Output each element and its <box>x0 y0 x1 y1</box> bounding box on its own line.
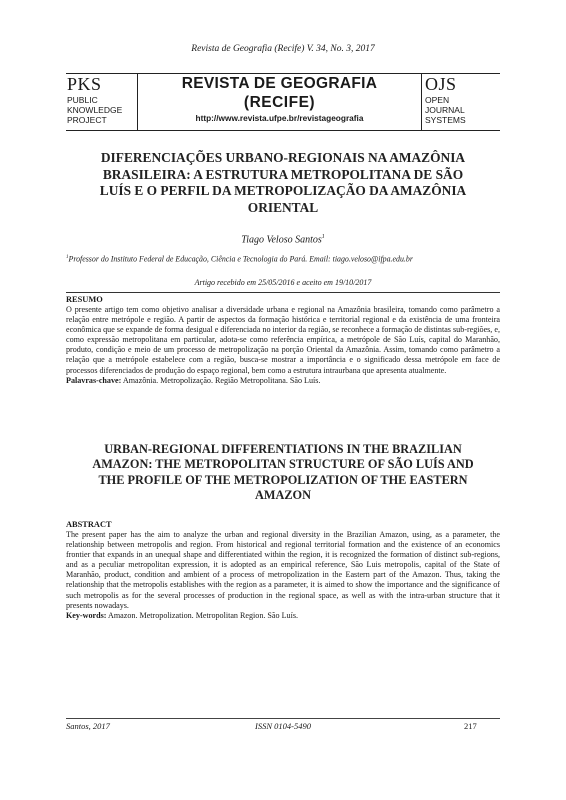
masthead-url-link[interactable]: http://www.revista.ufpe.br/revistageografia <box>195 113 364 123</box>
pks-logo-text: PKS <box>67 74 102 94</box>
masthead-right-divider <box>421 74 422 130</box>
abstract-section <box>66 520 500 621</box>
masthead <box>138 74 421 124</box>
abstract-keywords <box>66 611 500 621</box>
journal-citation-line: Revista de Geografia (Recife) V. 34, No. 3, 2017 <box>191 44 375 54</box>
resumo-keywords <box>66 376 500 386</box>
title-pt-line-4: ORIENTAL <box>247 199 319 215</box>
pks-line-3: PROJECT <box>67 115 107 125</box>
masthead-title: REVISTA DE GEOGRAFIA <box>181 75 378 92</box>
affiliation-text: Professor do Instituto Federal de Educação, Ciência e Tecnologia do Pará. Email: tiago.veloso@ifpa.edu.br <box>68 254 413 264</box>
title-en-line-1: URBAN-REGIONAL DIFFERENTIATIONS IN THE BRAZILIAN <box>104 442 462 456</box>
ojs-line-2: JOURNAL <box>425 105 465 115</box>
author-footnote-marker: 1 <box>321 234 325 240</box>
received-accepted-dates: Artigo recebido em 25/05/2016 e aceito em 19/10/2017 <box>194 278 372 287</box>
pks-logo <box>67 74 122 125</box>
resumo-heading: RESUMO <box>66 295 103 304</box>
author-name: Tiago Veloso Santos <box>241 234 322 246</box>
pks-line-1: PUBLIC <box>67 95 98 105</box>
resumo-body: O presente artigo tem como objetivo analisar a diversidade urbana e regional na Amazônia brasileira, tomando como parâmetro a relação entre metrópole e região. A partir de aspectos da formação histórica e territorial regional e da existência de uma fronteira econômica que se expande de forma desigual e diferenciada no interior da região, se reconhece a formação de distintas sub-regiões, e, como expressão metropolitana em particular, adota-se como referência empírica, a metrópole de São Luís, capital do Maranhão, produto, condição e meio de um processo de metropolização na porção Oriental da Amazônia. Assim, tomando como parâmetro a relação que a metrópole estabelece com a região, busca-se mostrar a importância e o significado dessa metrópole em face de processos diferenciados de produção do espaço regional, bem como a estrutura intraurbana que apresenta atualmente. <box>66 305 500 375</box>
article-title-english <box>66 442 500 504</box>
resumo-keywords-text: Amazônia. Metropolização. Região Metropolitana. São Luís. <box>121 375 321 385</box>
title-en-line-2: AMAZON: THE METROPOLITAN STRUCTURE OF SÃO LUÍS AND <box>92 457 474 472</box>
affiliation-footnote-marker: 1 <box>66 255 69 260</box>
title-pt-line-2: BRASILEIRA: A ESTRUTURA METROPOLITANA DE SÃO <box>102 166 464 182</box>
abstract-heading: ABSTRACT <box>66 520 112 529</box>
footer-author-year: Santos, 2017 <box>66 721 110 731</box>
article-title-portuguese <box>66 150 500 216</box>
title-pt-line-3: LUÍS E O PERFIL DA METROPOLIZAÇÃO DA AMAZÔNIA <box>99 183 467 198</box>
title-en-line-4: AMAZON <box>254 488 311 503</box>
abstract-body: The present paper has the aim to analyze the urban and regional diversity in the Brazilian Amazon, using, as a parameter, the relationship between metropolis and region. From historical and regional territorial formation and the existence of an economics frontier that expands in an unequal shape and differentiated within the region, it is recognized the formation of distinct sub-regions, and as a peculiar metropolitan expression, it is adopted as an empirical reference, São Luis metropolis, capital of the State of Maranhão, product, condition and ambient of a process of metropolization in the Eastern part of the Amazon. Thus, taking the relationship that the metropolis establishes with the region as a parameter, it is aimed to show the importance and the significance of such metropolis as for the several processes of production in the regional space, as well as with the intra-urban structure that it presents nowadays. <box>66 530 500 610</box>
title-en-line-3: THE PROFILE OF THE METROPOLIZATION OF THE EASTERN <box>98 472 468 487</box>
ojs-line-1: OPEN <box>425 95 450 105</box>
title-pt-line-1: DIFERENCIAÇÕES URBANO-REGIONAIS NA AMAZÔNIA <box>100 150 466 165</box>
pks-line-2: KNOWLEDGE <box>67 105 123 115</box>
abstract-keywords-label: Key-words: <box>66 610 107 620</box>
abstract-keywords-text: Amazon. Metropolization. Metropolitan Region. São Luís. <box>106 610 298 620</box>
resumo-keywords-label: Palavras-chave: <box>66 375 122 385</box>
abstract-separator-rule <box>66 292 500 293</box>
footer-issn: ISSN 0104-5490 <box>255 721 311 731</box>
footer-rule <box>66 718 500 719</box>
author-affiliation <box>66 253 500 265</box>
resumo-section <box>66 295 500 386</box>
ojs-logo <box>425 74 466 125</box>
page-number: 217 <box>464 721 477 731</box>
author-line <box>0 234 566 245</box>
ojs-line-3: SYSTEMS <box>425 115 466 125</box>
header-bottom-rule <box>66 130 500 131</box>
ojs-logo-text: OJS <box>425 74 457 94</box>
masthead-subtitle: (RECIFE) <box>243 94 316 111</box>
